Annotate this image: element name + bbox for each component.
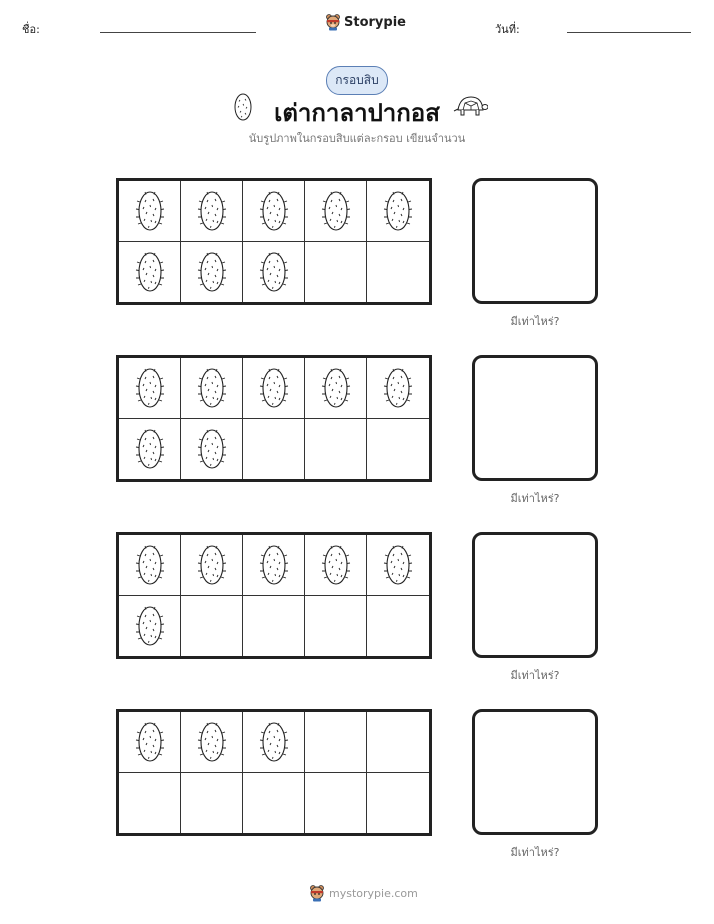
ten-frame-cell [367,419,429,480]
ten-frame-cell [119,358,181,419]
bear-mascot-icon [325,13,341,31]
ten-frame-cell [367,358,429,419]
prickly-pear-cactus-icon [381,541,415,589]
prickly-pear-cactus-icon [195,364,229,412]
ten-frame-cell [305,535,367,596]
brand-logo [325,13,406,31]
prickly-pear-cactus-icon [195,425,229,473]
prickly-pear-cactus-icon [133,425,167,473]
ten-frame-cell [243,773,305,834]
tortoise-icon [452,94,488,118]
instructions: นับรูปภาพในกรอบสิบแต่ละกรอบ เขียนจำนวน [248,132,466,145]
ten-frame-cell [243,535,305,596]
answer-box[interactable] [472,709,598,835]
count-question: มีเท่าไหร่? [510,669,560,682]
prickly-pear-cactus-icon [257,187,291,235]
date-line[interactable] [567,32,691,33]
page-title: เต่ากาลาปากอส [274,99,440,127]
ten-frame-cell [181,535,243,596]
count-question: มีเท่าไหร่? [510,315,560,328]
ten-frame-cell [119,712,181,773]
ten-frame-cell [119,419,181,480]
answer-box[interactable] [472,178,598,304]
date-label: วันที่: [495,23,520,36]
ten-frame-cell [119,596,181,657]
ten-frame-cell [181,596,243,657]
ten-frame-cell [243,242,305,303]
ten-frame-cell [305,419,367,480]
ten-frame-cell [119,242,181,303]
ten-frame [116,178,432,305]
ten-frame-cell [119,181,181,242]
prickly-pear-cactus-icon [133,602,167,650]
ten-frame [116,532,432,659]
ten-frame-cell [181,419,243,480]
ten-frame [116,355,432,482]
ten-frame-cell [367,181,429,242]
prickly-pear-cactus-icon [133,364,167,412]
ten-frame-cell [305,181,367,242]
prickly-pear-cactus-icon [319,364,353,412]
prickly-pear-cactus-icon [133,718,167,766]
prickly-pear-cactus-icon [232,91,254,123]
ten-frame-cell [367,596,429,657]
answer-box[interactable] [472,532,598,658]
bear-mascot-icon [309,884,325,902]
ten-frame-cell [181,712,243,773]
ten-frame-cell [367,712,429,773]
prickly-pear-cactus-icon [133,541,167,589]
footer-url[interactable]: mystorypie.com [329,886,418,900]
topic-tag: กรอบสิบ [326,66,388,95]
ten-frame-cell [367,535,429,596]
ten-frame-cell [181,181,243,242]
ten-frame-cell [243,712,305,773]
ten-frame-cell [243,181,305,242]
count-question: มีเท่าไหร่? [510,846,560,859]
prickly-pear-cactus-icon [381,364,415,412]
name-line[interactable] [100,32,256,33]
brand-name: Storypie [344,14,406,30]
prickly-pear-cactus-icon [195,187,229,235]
ten-frame-cell [119,773,181,834]
ten-frame-cell [305,596,367,657]
prickly-pear-cactus-icon [381,187,415,235]
prickly-pear-cactus-icon [195,718,229,766]
ten-frame-cell [181,358,243,419]
ten-frame-cell [367,773,429,834]
ten-frame-cell [305,773,367,834]
ten-frame-cell [243,596,305,657]
ten-frame-cell [119,535,181,596]
footer [309,884,418,902]
prickly-pear-cactus-icon [257,541,291,589]
ten-frame-cell [367,242,429,303]
ten-frame-cell [305,358,367,419]
prickly-pear-cactus-icon [257,248,291,296]
prickly-pear-cactus-icon [257,718,291,766]
count-question: มีเท่าไหร่? [510,492,560,505]
prickly-pear-cactus-icon [195,248,229,296]
name-label: ชื่อ: [22,23,40,36]
ten-frame-cell [181,242,243,303]
prickly-pear-cactus-icon [257,364,291,412]
ten-frame-cell [305,242,367,303]
prickly-pear-cactus-icon [133,187,167,235]
prickly-pear-cactus-icon [319,541,353,589]
ten-frame-cell [181,773,243,834]
answer-box[interactable] [472,355,598,481]
ten-frame-cell [243,419,305,480]
ten-frame-cell [305,712,367,773]
ten-frame [116,709,432,836]
prickly-pear-cactus-icon [195,541,229,589]
ten-frame-cell [243,358,305,419]
prickly-pear-cactus-icon [319,187,353,235]
prickly-pear-cactus-icon [133,248,167,296]
